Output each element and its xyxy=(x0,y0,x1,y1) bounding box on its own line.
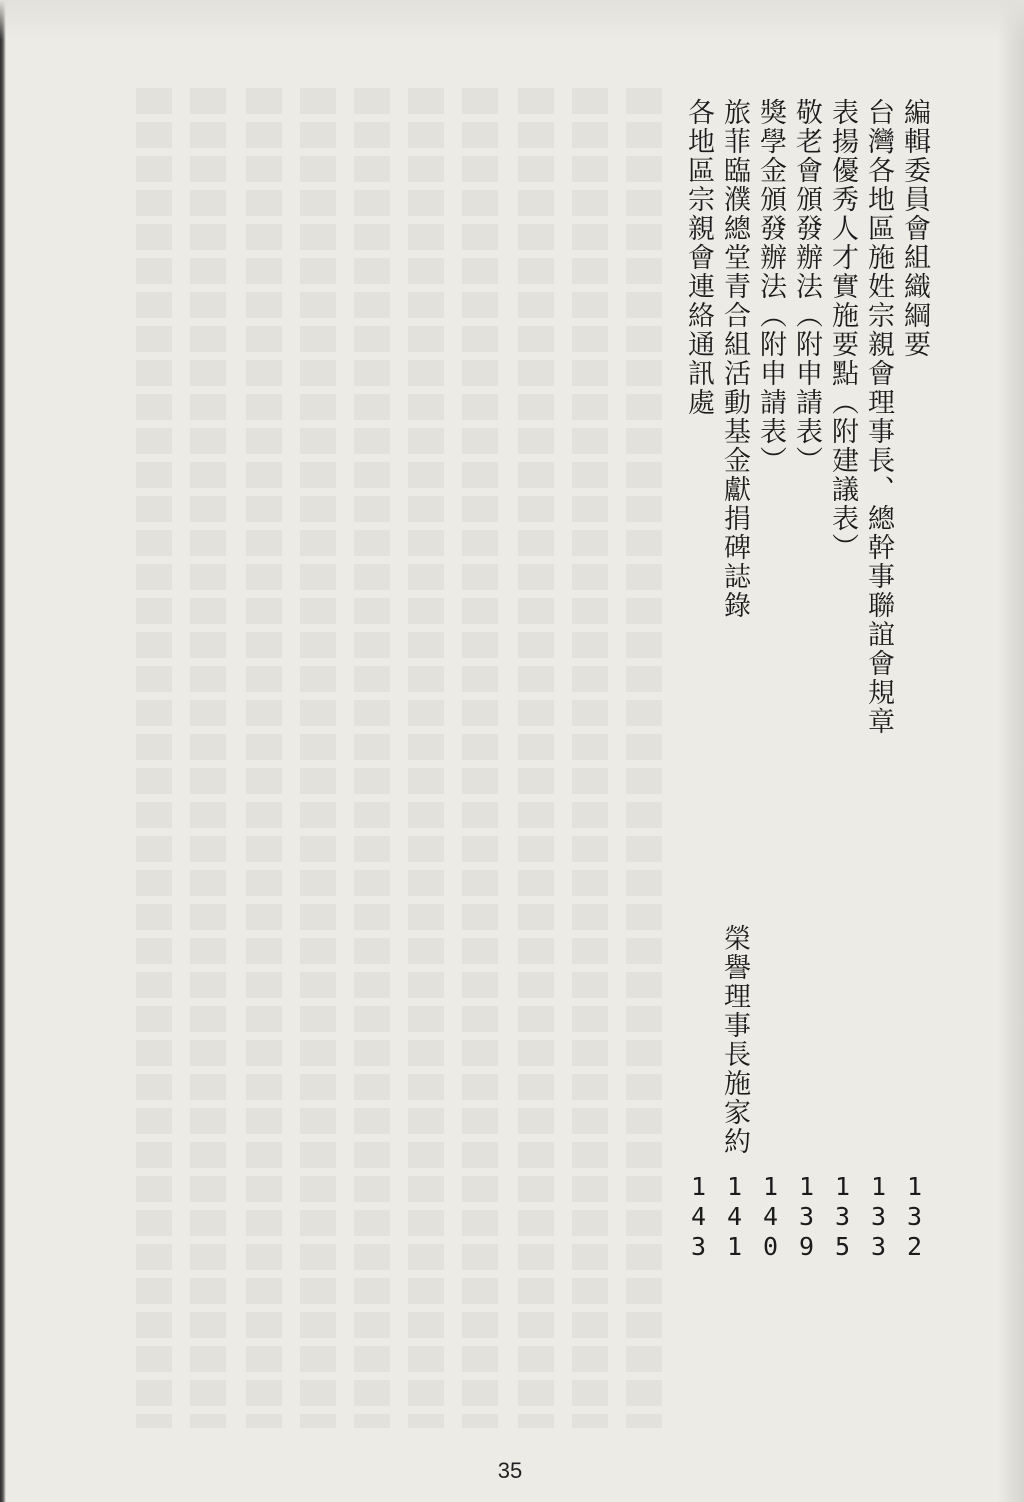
toc-entry-title: 獎學金頒發辦法（附申請表） xyxy=(755,98,786,475)
toc-entry-title: 台灣各地區施姓宗親會理事長、總幹事聯誼會規章 xyxy=(863,98,894,736)
toc-entry-title: 編輯委員會組織綱要 xyxy=(899,98,930,359)
toc-entry-title: 旅菲臨濮總堂青合組活動基金獻捐碑誌錄 xyxy=(719,98,750,620)
toc-entry-page: 140 xyxy=(756,1172,785,1262)
toc-entry-page: 143 xyxy=(684,1172,713,1262)
toc-entry-page: 139 xyxy=(792,1172,821,1262)
toc-entry-title: 各地區宗親會連絡通訊處 xyxy=(683,98,714,417)
toc-entry-page: 132 xyxy=(900,1172,929,1262)
toc-entry-author: 榮譽理事長施家約 xyxy=(719,924,750,1156)
toc-entry-page: 141 xyxy=(720,1172,749,1262)
toc-entry-page: 135 xyxy=(828,1172,857,1262)
toc-entry-title: 表揚優秀人才實施要點（附建議表） xyxy=(827,98,858,562)
toc-entry-page: 133 xyxy=(864,1172,893,1262)
page-number: 35 xyxy=(497,1458,523,1483)
toc-entry-title: 敬老會頒發辦法（附申請表） xyxy=(791,98,822,475)
